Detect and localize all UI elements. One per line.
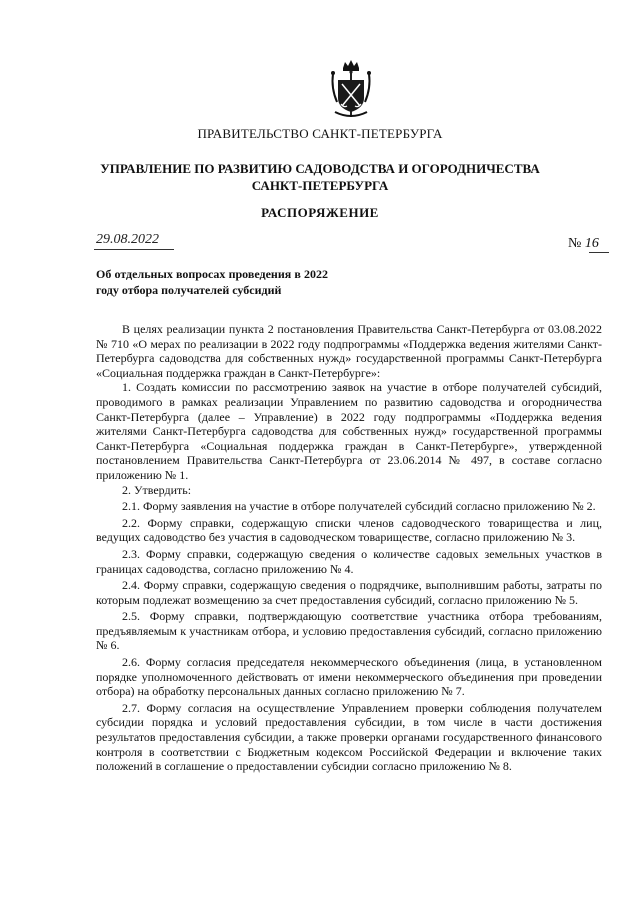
paragraph-2-7: 2.7. Форму согласия на осуществление Управлением проверки соблюдения получателем субсидии порядка и условий предоставления субсидии, в том числе в части достижения результатов предоставления субсидии, а также проверки органами государственного финансового контроля в соответствии с Бюджетным кодексом Российской Федерации и включение таких положений в соглашение о предоставлении субсидии согласно приложению № 8. [96, 700, 602, 774]
number-value: 16 [584, 236, 599, 251]
paragraph-1: 1. Создать комиссии по рассмотрению заявок на участие в отборе получателей субсидий, проводимого в рамках реализации Управлением по развитию садоводства и огородничества Санкт-Петербурга (далее – Управление) в 2022 году подпрограммы «Поддержка ведения жителями Санкт-Петербурга садоводства для собственных нужд» государственной программы Санкт-Петербурга «Социальная поддержка граждан в Санкт-Петербурге», утвержденной постановлением Правительства Санкт-Петербурга от 23.06.2014 № 497, в составе согласно приложению № 1. [96, 380, 602, 482]
document-date: 29.08.2022 [96, 232, 159, 247]
department-title: УПРАВЛЕНИЕ ПО РАЗВИТИЮ САДОВОДСТВА И ОГОРОДНИЧЕСТВА САНКТ-ПЕТЕРБУРГА [100, 161, 540, 193]
document-number [568, 236, 599, 252]
document-subject: Об отдельных вопросах проведения в 2022 году отбора получателей субсидий [96, 267, 328, 297]
paragraph-2-5: 2.5. Форму справки, подтверждающую соответствие участника отбора требованиям, предъявляемым к участникам отбора, и условию предоставления субсидий, согласно приложению № 6. [96, 609, 602, 653]
document-body [96, 322, 602, 774]
saint-petersburg-coat-of-arms-icon [329, 58, 373, 120]
document-type: РАСПОРЯЖЕНИЕ [261, 205, 379, 220]
paragraph-intro: В целях реализации пункта 2 постановления Правительства Санкт-Петербурга от 03.08.2022 № 710 «О мерах по реализации в 2022 году подпрограммы «Поддержка ведения жителями Санкт-Петербурга садоводства для собственных нужд» государственной программы Санкт-Петербурга «Социальная поддержка граждан в Санкт-Петербурге»: [96, 322, 602, 380]
paragraph-2-1: 2.1. Форму заявления на участие в отборе получателей субсидий согласно приложению № 2. [122, 499, 596, 514]
paragraph-2-4: 2.4. Форму справки, содержащую сведения о подрядчике, выполнившим работы, затраты по которым подлежат возмещению за счет предоставления субсидий, согласно приложению № 5. [96, 578, 602, 607]
government-title: ПРАВИТЕЛЬСТВО САНКТ-ПЕТЕРБУРГА [197, 126, 443, 141]
number-underline [589, 252, 609, 253]
paragraph-2: 2. Утвердить: [122, 482, 192, 497]
date-underline [94, 249, 174, 250]
number-label: № [568, 236, 582, 251]
paragraph-2-6: 2.6. Форму согласия председателя некоммерческого объединения (лица, в установленном порядке уполномоченного действовать от имени некоммерческого объединения при проведении отбора) на обработку персональных данных согласно приложению № 7. [96, 655, 602, 699]
paragraph-2-2: 2.2. Форму справки, содержащую списки членов садоводческого товарищества и лиц, ведущих садоводство без участия в садоводческом товариществе, согласно приложению № 3. [96, 515, 602, 545]
paragraph-2-3: 2.3. Форму справки, содержащую сведения о количестве садовых земельных участков в границах садоводства, согласно приложению № 4. [96, 546, 602, 576]
